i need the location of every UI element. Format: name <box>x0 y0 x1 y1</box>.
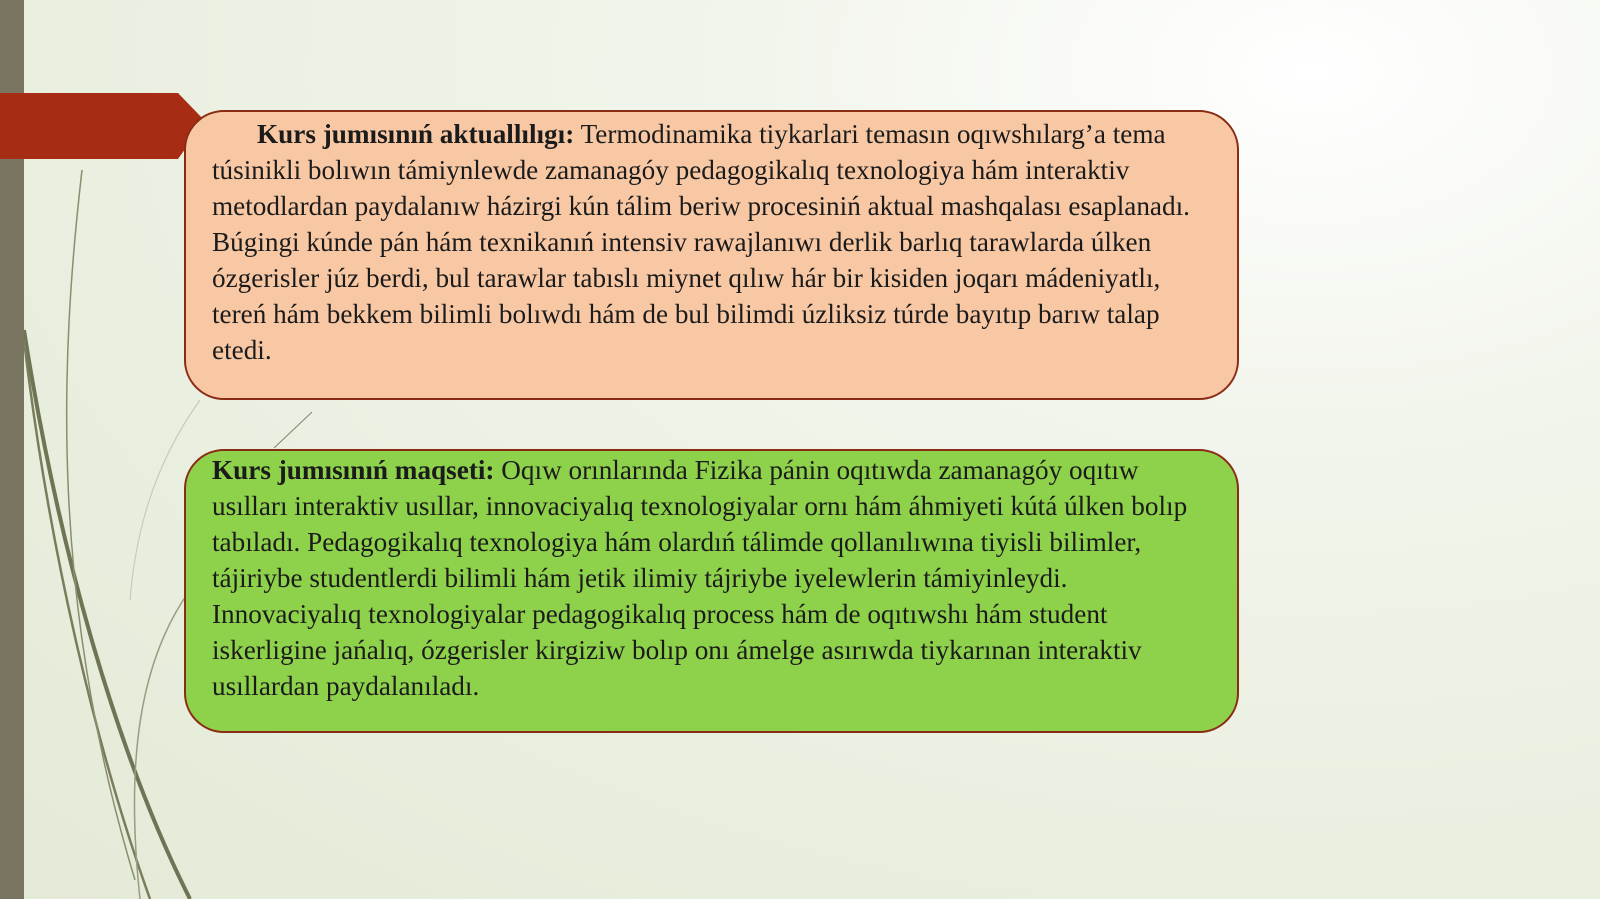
relevance-heading: Kurs jumısınıń aktuallılıgı: <box>257 119 575 149</box>
relevance-callout <box>184 110 1239 400</box>
callout-pointer <box>270 410 320 452</box>
relevance-paragraph <box>212 116 1213 368</box>
goal-heading: Kurs jumısınıń maqseti: <box>212 455 495 485</box>
relevance-body: Termodinamika tiykarlari temasın oqıwshılarg’a tema túsinikli bolıwın támiynlewde zamanagóy pedagogikalıq texnologiya hám interaktiv metodlardan paydalanıw házirgi kún tálim beriw procesiniń aktual mashqalası esaplanadı. Búgingi kúnde pán hám texnikanıń intensiv rawajlanıwı derlik barlıq tarawlarda úlken ózgerisler júz berdi, bul tarawlar tabıslı miynet qılıw hár bir kisiden joqarı mádeniyatlı, tereń hám bekkem bilimli bolıwdı hám de bul bilimdi úzliksiz túrde bayıtıp barıw talap etedi. <box>212 119 1190 365</box>
title-ribbon <box>0 93 205 159</box>
goal-body: Oqıw orınlarında Fizika pánin oqıtıwda zamanagóy oqıtıw usılları interaktiv usıllar, innovaciyalıq texnologiyalar ornı hám áhmiyeti kútá úlken bolıp tabıladı. Pedagogikalıq texnologiya hám olardıń tálimde qollanılıwına tiyisli bilimler, tájiriybe studentlerdi bilimli hám jetik ilimiy tájriybe iyelewlerin támiyinleydi. Innovaciyalıq texnologiyalar pedagogikalıq process hám de oqıtıwshı hám student iskerligine jańalıq, ózgerisler kirgiziw bolıp onı ámelge asırıwda tiykarınan interaktiv usıllardan paydalanıladı. <box>212 455 1188 701</box>
goal-callout <box>184 449 1239 733</box>
goal-paragraph <box>212 452 1213 704</box>
